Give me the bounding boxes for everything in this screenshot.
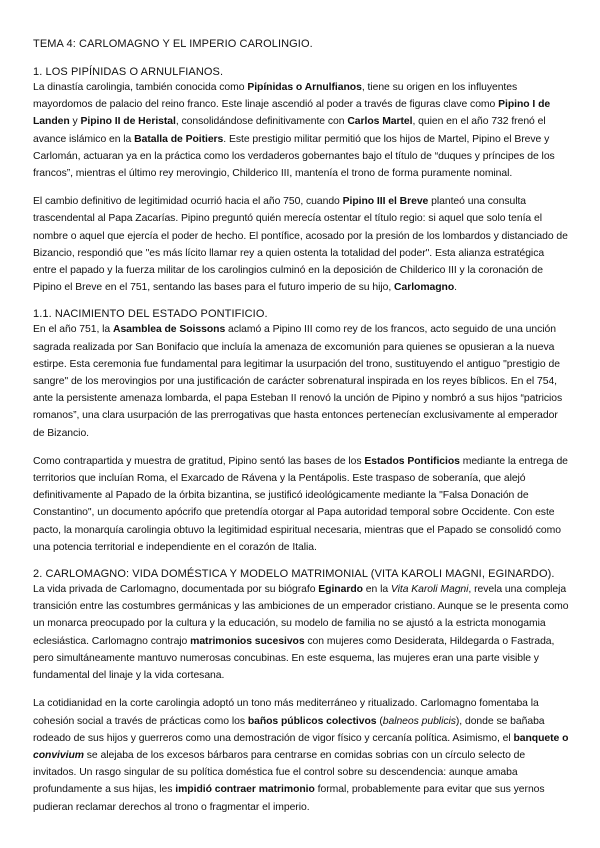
paragraph: En el año 751, la Asamblea de Soissons aclamó a Pipino III como rey de los francos, acto seguido de una unción sagrada realizada por San Bonifacio que incluía la amenaza de excomunión para quienes se opusieran a la nueva estirpe. Esta ceremonia fue fundamental para legitimar la usurpación del trono, sustituyendo el antiguo "prestigio de sangre" de los merovingios por una justificación de carácter sobrenatural inspirada en los reyes bíblicos. En el 754, ante la persistente amenaza lombarda, el papa Esteban II renovó la unción de Pipino y nombró a sus hijos “patricios romanos”, una clara usurpación de las prerrogativas que hasta entonces pertenecían exclusivamente al emperador de Bizancio.	[33, 324, 563, 439]
paragraph: La dinastía carolingia, también conocida como Pipínidas o Arnulfianos, tiene su origen en los influyentes mayordomos de palacio del reino franco. Este linaje ascendió al poder a través de figuras clave como Pipino I de Landen y Pipino II de Heristal, consolidándose definitivamente con Carlos Martel, quien en el año 732 frenó el avance islámico en la Batalla de Poitiers. Este prestigio militar permitió que los hijos de Martel, Pipino el Breve y Carlomán, actuaran ya en la práctica como los verdaderos gobernantes bajo el título de “duques y príncipes de los francos”, mientras el último rey merovingio, Childerico III, mantenía el trono de forma puramente nominal.	[33, 82, 555, 180]
section-heading: 2. CARLOMAGNO: VIDA DOMÉSTICA Y MODELO MATRIMONIAL (VITA KAROLI MAGNI, EGINARDO).	[33, 568, 555, 581]
section-heading: 1. LOS PIPÍNIDAS O ARNULFIANOS.	[33, 66, 224, 78]
section-heading: 1.1. NACIMIENTO DEL ESTADO PONTIFICIO.	[33, 308, 268, 321]
paragraph: La vida privada de Carlomagno, documentada por su biógrafo Eginardo en la Vita Karoli Magni, revela una compleja transición entre las costumbres germánicas y las ambiciones de un emperador cristiano. Aunque se le presenta como un monarca preocupado por la cultura y la educación, su modelo de familia no se ajustó a la estricta monogamia eclesiástica. Carlomagno contrajo matrimonios sucesivos con mujeres como Desiderata, Hildegarda o Fastrada, pero simultáneamente mantuvo numerosas concubinas. En este esquema, las mujeres eran una parte visible y fundamental del linaje y la vida cortesana.	[33, 584, 569, 682]
paragraph: Como contrapartida y muestra de gratitud, Pipino sentó las bases de los Estados Pontificios mediante la entrega de territorios que incluían Roma, el Exarcado de Rávena y la Pentápolis. Este traspaso de soberanía, que alejó definitivamente al Papado de la órbita bizantina, se justificó ideológicamente mediante la "Falsa Donación de Constantino", un documento apócrifo que pretendía otorgar al Papa autoridad temporal sobre Occidente. Con este pacto, la monarquía carolingia obtuvo la legitimidad espiritual necesaria, mientras que el Papado se consolidó como una potencia territorial e independiente en el corazón de Italia.	[33, 455, 568, 553]
document-page	[33, 37, 569, 816]
paragraph: La cotidianidad en la corte carolingia adoptó un tono más mediterráneo y ritualizado. Carlomagno fomentaba la cohesión social a través de prácticas como los baños públicos colectivos (balneos publicis), donde se bañaba rodeado de sus hijos y guerreros como una demostración de vigor físico y cercanía política. Asimismo, el banquete o convivium se alejaba de los excesos bárbaros para centrarse en comidas sobrias con un círculo selecto de invitados. Un rasgo singular de su política doméstica fue el control sobre su descendencia: aunque amaba profundamente a sus hijas, les impidió contraer matrimonio formal, probablemente para evitar que sus yernos pudieran reclamar derechos al trono o fragmentar el imperio.	[33, 698, 569, 813]
paragraph: El cambio definitivo de legitimidad ocurrió hacia el año 750, cuando Pipino III el Breve planteó una consulta trascendental al Papa Zacarías. Pipino preguntó quién merecía ostentar el título regio: si aquel que solo tenía el nombre o aquel que ejercía el poder de hecho. El pontífice, acosado por la presión de los lombardos y distanciado de Bizancio, respondió que "es más lícito llamar rey a quien ostenta la totalidad del poder". Esta alianza estratégica entre el papado y la fuerza militar de los carolingios culminó en la deposición de Childerico III y la coronación de Pipino el Breve en el 751, sentando las bases para el futuro imperio de su hijo, Carlomagno.	[33, 196, 568, 294]
document-title: TEMA 4: CARLOMAGNO Y EL IMPERIO CAROLINGIO.	[33, 38, 313, 50]
